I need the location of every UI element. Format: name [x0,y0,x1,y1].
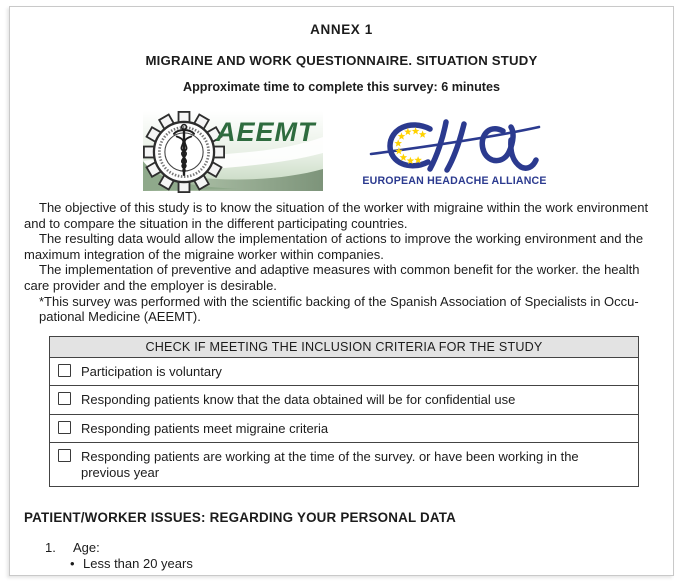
criteria-label: Responding patients meet migraine criteria [81,420,329,436]
criteria-row [50,386,638,415]
criteria-table-header: CHECK IF MEETING THE INCLUSION CRITERIA FOR THE STUDY [50,337,638,358]
criteria-row [50,358,638,387]
criteria-label: Responding patients know that the data obtained will be for confidential use [81,392,516,408]
personal-data-section-heading: PATIENT/WORKER ISSUES: REGARDING YOUR PERSONAL DATA [24,510,457,526]
criteria-row [50,415,638,444]
criteria-checkbox[interactable] [58,392,71,405]
criteria-label: Participation is voluntary [81,363,222,379]
criteria-label: Responding patients are working at the time of the survey. or have been working in the previous year [81,449,579,480]
page-title: MIGRAINE AND WORK QUESTIONNAIRE. SITUATION STUDY [145,53,538,68]
question-age [10,540,673,572]
question-number: 1. [45,540,56,556]
intro-paragraph: The objective of this study is to know the situation of the worker with migraine within the work environment and to compare the situation in the different participating countries. [24,200,649,231]
footnote [24,294,659,325]
intro-paragraph: The implementation of preventive and adaptive measures with common benefit for the worker. the health care provider and the employer is desirable. [24,262,640,293]
intro-paragraph: The resulting data would allow the implementation of actions to improve the working environment and the maximum integration of the migraine worker within companies. [24,231,644,262]
aeemt-gear-caduceus-icon [143,111,225,193]
eu-stars-icon [394,127,426,164]
footnote-line: pational Medicine (AEEMT). [39,309,201,325]
answer-option-label: Less than 20 years [83,556,193,572]
eha-mark-icon [369,116,541,174]
aeemt-logo [143,111,323,191]
footnote-line: *This survey was performed with the scientific backing of the Spanish Association of Specialists in Occu- [39,293,639,309]
criteria-checkbox[interactable] [58,421,71,434]
survey-time-note: Approximate time to complete this survey: 6 minutes [182,80,501,94]
questionnaire-page [9,6,674,576]
criteria-checkbox[interactable] [58,449,71,462]
inclusion-criteria-table [49,336,639,488]
annex-title: ANNEX 1 [310,22,373,37]
criteria-checkbox[interactable] [58,364,71,377]
logo-row [10,110,673,192]
eha-logo-caption: EUROPEAN HEADACHE ALLIANCE [362,174,547,187]
answer-option [10,556,673,572]
criteria-row [50,443,638,486]
question-label: Age: [73,540,100,556]
aeemt-logo-text: AEEMT [216,117,316,147]
intro-text [24,200,659,325]
bullet-icon: • [70,556,75,572]
eha-logo [362,116,547,187]
